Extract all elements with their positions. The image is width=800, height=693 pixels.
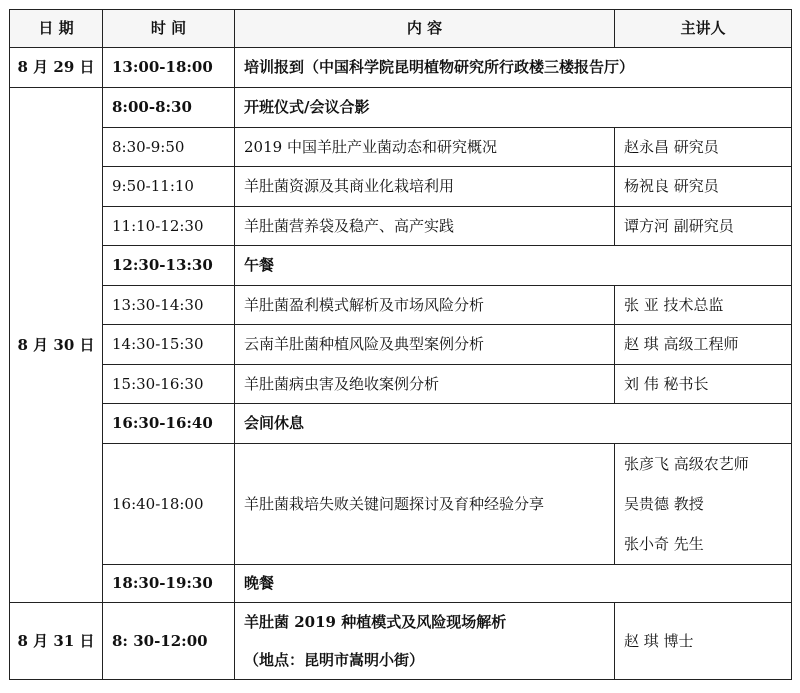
session-speaker: 刘 伟 秘书长 xyxy=(615,365,792,404)
session-speaker: 张彦飞 高级农艺师 xyxy=(624,455,749,473)
day3-row xyxy=(10,603,792,680)
session-time: 8:30-9:50 xyxy=(103,128,235,167)
session-content: 开班仪式/会议合影 xyxy=(235,88,792,128)
session-time: 9:50-11:10 xyxy=(103,167,235,207)
header-row xyxy=(10,10,792,48)
header-content: 内 容 xyxy=(235,10,615,48)
session-speaker: 张小奇 先生 xyxy=(624,535,704,553)
session-content: 羊肚菌资源及其商业化栽培利用 xyxy=(235,167,615,207)
session-row xyxy=(10,167,792,207)
day1-row xyxy=(10,48,792,88)
session-speaker: 张 亚 技术总监 xyxy=(615,286,792,325)
session-time: 18:30-19:30 xyxy=(103,565,235,603)
session-row xyxy=(10,325,792,365)
session-time: 16:40-18:00 xyxy=(103,444,235,565)
session-time: 11:10-12:30 xyxy=(103,207,235,246)
day1-time: 13:00-18:00 xyxy=(103,48,235,88)
session-row xyxy=(10,404,792,444)
session-speaker: 杨祝良 研究员 xyxy=(615,167,792,207)
session-speaker: 谭方河 副研究员 xyxy=(615,207,792,246)
session-row xyxy=(10,286,792,325)
session-row xyxy=(10,365,792,404)
session-content: 会间休息 xyxy=(235,404,792,444)
session-time: 12:30-13:30 xyxy=(103,246,235,286)
session-speaker: 赵永昌 研究员 xyxy=(615,128,792,167)
session-content: 午餐 xyxy=(235,246,792,286)
day3-content xyxy=(235,603,615,680)
header-time: 时 间 xyxy=(103,10,235,48)
day3-speaker: 赵 琪 博士 xyxy=(615,603,792,680)
header-speaker: 主讲人 xyxy=(615,10,792,48)
session-speaker: 赵 琪 高级工程师 xyxy=(615,325,792,365)
session-row xyxy=(10,128,792,167)
day3-date: 8 月 31 日 xyxy=(10,603,103,680)
cropped-text-fragment xyxy=(9,685,309,693)
day3-content-line2: （地点：昆明市嵩明小街） xyxy=(244,651,425,669)
session-time: 14:30-15:30 xyxy=(103,325,235,365)
session-row xyxy=(10,88,792,128)
session-content: 羊肚菌病虫害及绝收案例分析 xyxy=(235,365,615,404)
session-time: 15:30-16:30 xyxy=(103,365,235,404)
session-row xyxy=(10,207,792,246)
session-content: 羊肚菌盈利模式解析及市场风险分析 xyxy=(235,286,615,325)
session-content: 云南羊肚菌种植风险及典型案例分析 xyxy=(235,325,615,365)
session-time: 13:30-14:30 xyxy=(103,286,235,325)
session-row xyxy=(10,565,792,603)
day3-content-line1: 羊肚菌 2019 种植模式及风险现场解析 xyxy=(244,613,507,631)
session-speakers xyxy=(615,444,792,565)
day1-content: 培训报到（中国科学院昆明植物研究所行政楼三楼报告厅） xyxy=(235,48,792,88)
session-speaker: 吴贵德 教授 xyxy=(624,495,704,513)
session-row xyxy=(10,444,792,565)
schedule-table xyxy=(9,9,792,680)
session-content: 羊肚菌营养袋及稳产、高产实践 xyxy=(235,207,615,246)
day3-time: 8: 30-12:00 xyxy=(103,603,235,680)
day1-date: 8 月 29 日 xyxy=(10,48,103,88)
day2-date: 8 月 30 日 xyxy=(10,88,103,603)
session-row xyxy=(10,246,792,286)
header-date: 日 期 xyxy=(10,10,103,48)
session-content: 晚餐 xyxy=(235,565,792,603)
session-time: 8:00-8:30 xyxy=(103,88,235,128)
session-content: 羊肚菌栽培失败关键问题探讨及育种经验分享 xyxy=(235,444,615,565)
session-content: 2019 中国羊肚产业菌动态和研究概况 xyxy=(235,128,615,167)
session-time: 16:30-16:40 xyxy=(103,404,235,444)
